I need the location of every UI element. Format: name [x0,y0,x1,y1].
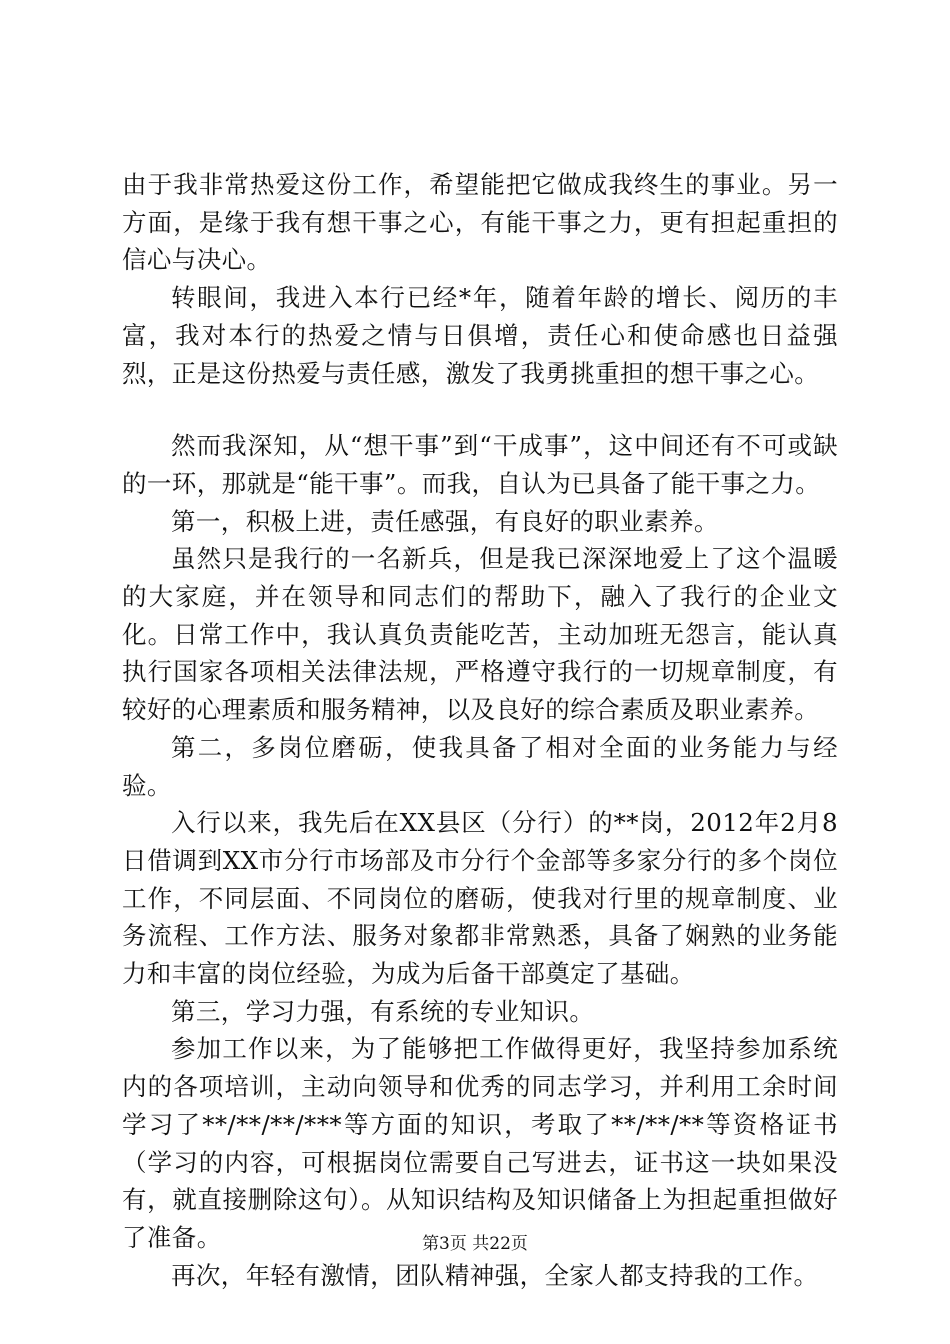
paragraph-point-two-heading: 第二，多岗位磨砺，使我具备了相对全面的业务能力与经验。 [122,732,838,800]
paragraph-continuation: 由于我非常热爱这份工作，希望能把它做成我终生的事业。另一方面，是缘于我有想干事之心，有能干事之力，更有担起重担的信心与决心。 [122,170,838,275]
paragraph-point-two-body: 入行以来，我先后在XX县区（分行）的**岗，2012年2月8日借调到XX市分行市场部及市分行个金部等多家分行的多个岗位工作，不同层面、不同岗位的磨砺，使我对行里的规章制度、业务流程、工作方法、服务对象都非常熟悉，具备了娴熟的业务能力和丰富的岗位经验，为成为后备干部奠定了基础。 [122,808,838,989]
paragraph-point-four: 再次，年轻有激情，团队精神强，全家人都支持我的工作。 [171,1260,819,1290]
paragraph-spacer [122,392,838,427]
paragraph-point-one-heading: 第一，积极上进，责任感强，有良好的职业素养。 [171,506,719,536]
paragraph-years-in-bank: 转眼间，我进入本行已经*年，随着年龄的增长、阅历的丰富，我对本行的热爱之情与日俱增，责任心和使命感也日益强烈，正是这份热爱与责任感，激发了我勇挑重担的想干事之心。 [122,283,838,388]
paragraph-point-three-heading: 第三，学习力强，有系统的专业知识。 [171,996,595,1026]
paragraph-capability-intro: 然而我深知，从“想干事”到“干成事”，这中间还有不可或缺的一环，那就是“能干事”。而我，自认为已具备了能干事之力。 [122,431,838,498]
document-body [122,166,838,1294]
paragraph-point-three-body: 参加工作以来，为了能够把工作做得更好，我坚持参加系统内的各项培训，主动向领导和优秀的同志学习，并利用工余时间学习了**/**/**/***等方面的知识，考取了**/**/**等资格证书（学习的内容，可根据岗位需要自己写进去，证书这一块如果没有，就直接删除这句）。从知识结构及知识储备上为担起重担做好了准备。 [122,1034,838,1252]
paragraph-point-one-body: 虽然只是我行的一名新兵，但是我已深深地爱上了这个温暖的大家庭，并在领导和同志们的帮助下，融入了我行的企业文化。日常工作中，我认真负责能吃苦，主动加班无怨言，能认真执行国家各项相关法律法规，严格遵守我行的一切规章制度，有较好的心理素质和服务精神，以及良好的综合素质及职业素养。 [122,544,838,725]
page-number-footer: 第3页 共22页 [422,1234,528,1254]
